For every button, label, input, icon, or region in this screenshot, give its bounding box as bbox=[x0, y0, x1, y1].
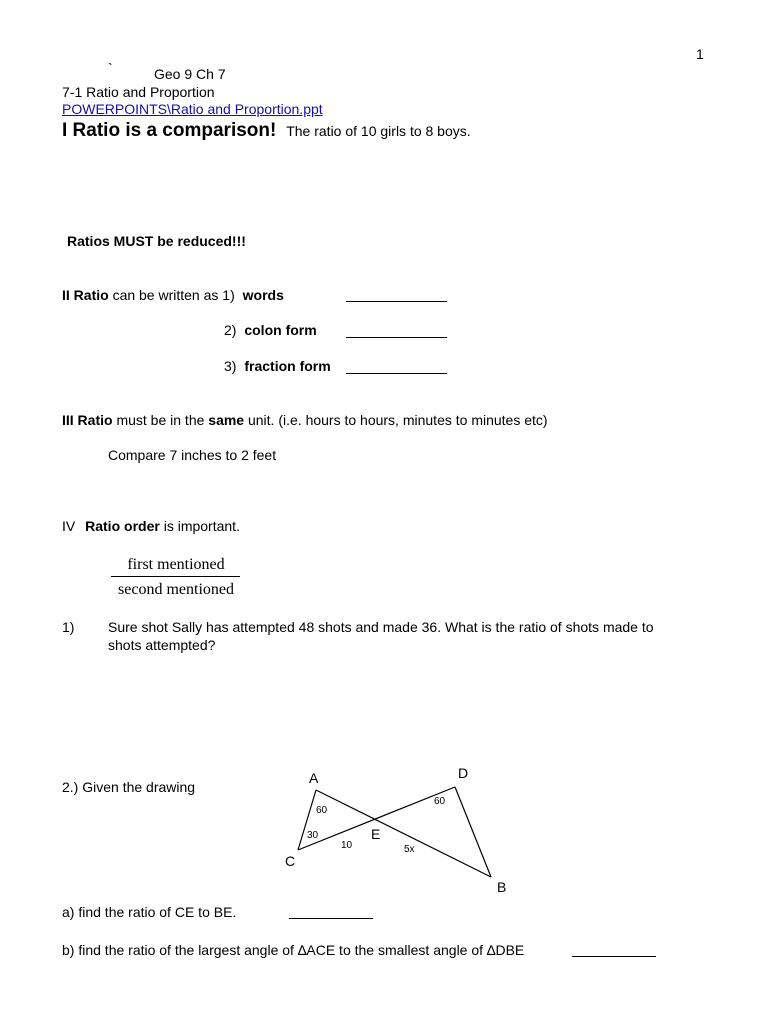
header-tick: ` bbox=[108, 60, 113, 76]
section2-text: can be written as 1) bbox=[112, 287, 235, 303]
question-a: a) find the ratio of CE to BE. bbox=[62, 904, 237, 920]
page-number: 1 bbox=[696, 46, 704, 62]
label-D: D bbox=[458, 765, 469, 781]
section3-text1: must be in the bbox=[116, 412, 205, 428]
section4-text: is important. bbox=[163, 518, 240, 534]
blank-a[interactable] bbox=[289, 917, 373, 919]
section3-text2: unit. (i.e. hours to hours, minutes to minutes etc) bbox=[247, 412, 548, 428]
form3-number: 3) bbox=[224, 358, 237, 374]
section4-bold: Ratio order bbox=[85, 518, 160, 534]
label-A: A bbox=[309, 770, 319, 786]
section3-same: same bbox=[208, 412, 245, 428]
segment-DB bbox=[455, 787, 491, 877]
angle-A-label: 60 bbox=[316, 805, 328, 816]
angle-C-label: 30 bbox=[307, 830, 319, 841]
reduce-note: Ratios MUST be reduced!!! bbox=[67, 233, 246, 249]
section2-label: II Ratio bbox=[62, 287, 109, 303]
label-E: E bbox=[371, 826, 381, 842]
problem2-intro: 2.) Given the drawing bbox=[62, 779, 196, 795]
form-colon: colon form bbox=[244, 322, 317, 338]
segment-AB bbox=[316, 790, 491, 877]
form-words: words bbox=[242, 287, 284, 303]
segment-AC bbox=[298, 790, 316, 850]
fraction-numerator: first mentioned bbox=[127, 556, 225, 573]
section3-label: III Ratio bbox=[62, 412, 113, 428]
problem1-line1: Sure shot Sally has attempted 48 shots and made 36. What is the ratio of shots made to bbox=[108, 619, 654, 635]
section-title: 7-1 Ratio and Proportion bbox=[62, 84, 215, 100]
form2-number: 2) bbox=[224, 322, 237, 338]
fraction-denominator: second mentioned bbox=[118, 581, 234, 598]
problem1-line2: shots attempted? bbox=[108, 637, 216, 653]
blank-b[interactable] bbox=[572, 955, 656, 957]
section1-example: The ratio of 10 girls to 8 boys. bbox=[286, 123, 471, 139]
section1-heading: I Ratio is a comparison! bbox=[62, 120, 277, 141]
problem1-number: 1) bbox=[62, 619, 75, 635]
powerpoint-link[interactable]: POWERPOINTS\Ratio and Proportion.ppt bbox=[62, 101, 323, 117]
length-EB-label: 5x bbox=[404, 844, 415, 855]
compare-example: Compare 7 inches to 2 feet bbox=[108, 447, 277, 463]
angle-D-label: 60 bbox=[434, 796, 446, 807]
question-b: b) find the ratio of the largest angle of ∆ACE to the smallest angle of ∆DBE bbox=[62, 942, 525, 958]
course-label: Geo 9 Ch 7 bbox=[154, 66, 226, 82]
label-B: B bbox=[497, 879, 507, 895]
form-fraction: fraction form bbox=[244, 358, 331, 374]
length-CE-label: 10 bbox=[341, 840, 353, 851]
section4-label: IV bbox=[62, 518, 76, 534]
label-C: C bbox=[285, 853, 296, 869]
